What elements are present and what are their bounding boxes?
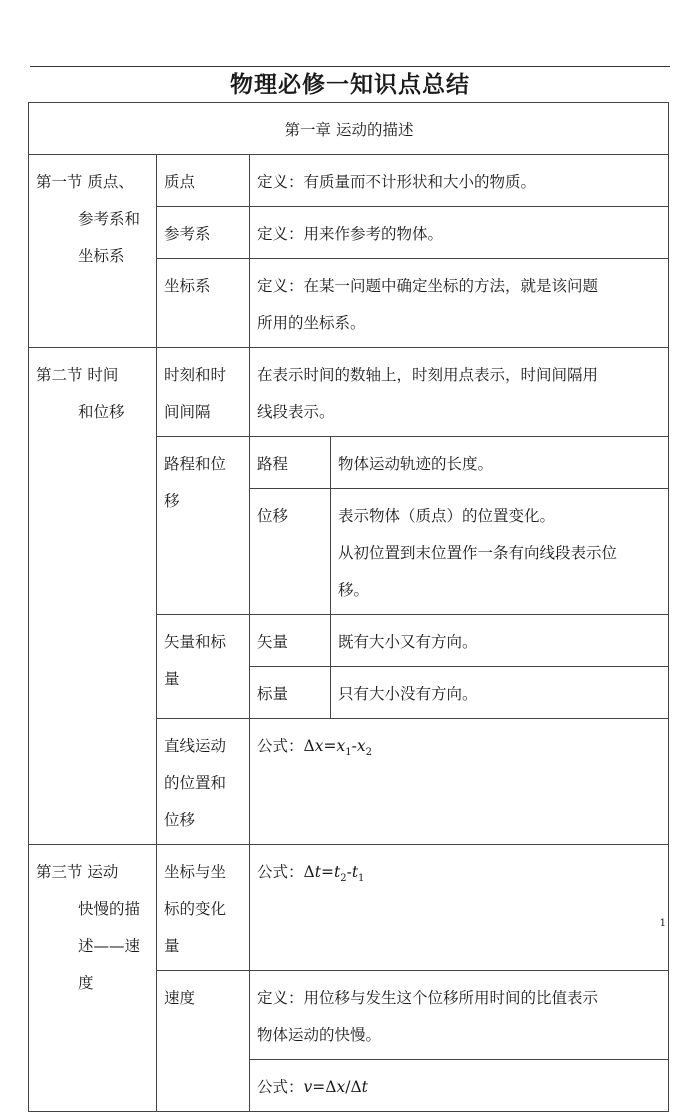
- formula-part: Δ: [350, 1078, 362, 1096]
- content-cell: [250, 971, 669, 1060]
- desc-cell: [331, 489, 669, 615]
- term-cell: 矢量: [250, 615, 331, 667]
- topic-cell: [157, 348, 250, 437]
- formula-part: v: [303, 1078, 313, 1096]
- formula-part: =: [312, 1078, 326, 1096]
- topic-line: 标的变化: [164, 900, 227, 918]
- desc-line: 表示物体（质点）的位置变化。: [338, 507, 556, 525]
- content-line: 定义：用位移与发生这个位移所用时间的比值表示: [257, 989, 599, 1007]
- content-line: 定义：在某一问题中确定坐标的方法，就是该问题: [257, 277, 599, 295]
- formula-part: Δ: [303, 737, 315, 755]
- formula-part: /: [345, 1078, 351, 1096]
- section-name-line: 述——速: [78, 937, 141, 955]
- topic-cell: [157, 845, 250, 971]
- formula-part: x: [314, 737, 324, 755]
- section-2-name: [29, 348, 157, 845]
- desc-line: 移。: [338, 581, 370, 599]
- formula-subscript: 2: [365, 747, 372, 759]
- document-title: 物理必修一知识点总结: [230, 71, 470, 98]
- topic-cell: [157, 437, 250, 615]
- formula-part: t: [361, 1078, 368, 1096]
- table-row: [29, 348, 669, 437]
- topic-line: 位移: [164, 811, 196, 829]
- formula-subscript: 1: [358, 873, 365, 885]
- topic-line: 直线运动: [164, 737, 227, 755]
- table-row: [29, 155, 669, 207]
- formula-part: =: [320, 863, 334, 881]
- formula-label: 公式：: [257, 863, 304, 881]
- section-name-line: 和位移: [78, 403, 125, 421]
- topic-cell: 参考系: [157, 207, 250, 259]
- content-line: 物体运动的快慢。: [257, 1026, 382, 1044]
- page-number: 1: [659, 918, 666, 929]
- formula-time-interval: [257, 863, 365, 885]
- topic-line: 时刻和时: [164, 366, 227, 384]
- formula-label: 公式：: [257, 1078, 304, 1096]
- topic-cell: 速度: [157, 971, 250, 1112]
- topic-line: 间间隔: [164, 403, 211, 421]
- content-cell: [250, 259, 669, 348]
- topic-line: 的位置和: [164, 774, 227, 792]
- section-name-line: 第三节 运动: [36, 863, 119, 881]
- topic-line: 量: [164, 937, 180, 955]
- chapter-row: [29, 103, 669, 155]
- content-cell: 定义：有质量而不计形状和大小的物质。: [250, 155, 669, 207]
- formula-part: -: [346, 863, 352, 881]
- formula-subscript: 2: [340, 873, 347, 885]
- desc-line: 从初位置到末位置作一条有向线段表示位: [338, 544, 618, 562]
- section-name-line: 参考系和: [78, 210, 141, 228]
- formula-part: =: [323, 737, 337, 755]
- formula-part: Δ: [325, 1078, 337, 1096]
- formula-part: x: [336, 1078, 346, 1096]
- topic-line: 矢量和标: [164, 633, 227, 651]
- content-cell: [250, 348, 669, 437]
- content-line: 所用的坐标系。: [257, 314, 366, 332]
- desc-cell: 物体运动轨迹的长度。: [331, 437, 669, 489]
- formula-part: -: [351, 737, 357, 755]
- section-3-name: [29, 845, 157, 1112]
- topic-line: 移: [164, 492, 180, 510]
- content-cell: [250, 845, 669, 971]
- term-cell: 标量: [250, 667, 331, 719]
- content-line: 在表示时间的数轴上，时刻用点表示，时间间隔用: [257, 366, 599, 384]
- topic-line: 路程和位: [164, 455, 227, 473]
- content-cell: 定义：用来作参考的物体。: [250, 207, 669, 259]
- formula-part: t: [314, 863, 321, 881]
- header-rule: [30, 66, 670, 67]
- term-cell: 位移: [250, 489, 331, 615]
- formula-subscript: 1: [345, 747, 352, 759]
- desc-cell: 只有大小没有方向。: [331, 667, 669, 719]
- formula-part: x: [356, 737, 366, 755]
- section-name-line: 坐标系: [78, 247, 125, 265]
- formula-label: 公式：: [257, 737, 304, 755]
- term-cell: 路程: [250, 437, 331, 489]
- summary-table: [28, 102, 669, 1112]
- formula-part: t: [333, 863, 341, 881]
- content-cell: [250, 719, 669, 845]
- topic-cell: 坐标系: [157, 259, 250, 348]
- formula-displacement: [257, 737, 372, 759]
- content-line: 线段表示。: [257, 403, 335, 421]
- formula-part: x: [336, 737, 346, 755]
- formula-velocity: [257, 1078, 368, 1096]
- topic-cell: [157, 719, 250, 845]
- section-1-name: [29, 155, 157, 348]
- content-cell: [250, 1060, 669, 1112]
- desc-cell: 既有大小又有方向。: [331, 615, 669, 667]
- section-name-line: 快慢的描: [78, 900, 141, 918]
- formula-part: Δ: [303, 863, 315, 881]
- topic-line: 坐标与坐: [164, 863, 227, 881]
- chapter-heading: 第一章 运动的描述: [29, 103, 669, 155]
- topic-line: 量: [164, 670, 180, 688]
- topic-cell: 质点: [157, 155, 250, 207]
- formula-part: t: [351, 863, 359, 881]
- section-name-line: 度: [78, 974, 94, 992]
- section-name-line: 第二节 时间: [36, 366, 119, 384]
- topic-cell: [157, 615, 250, 719]
- section-name-line: 第一节 质点、: [36, 173, 134, 191]
- table-row: [29, 845, 669, 971]
